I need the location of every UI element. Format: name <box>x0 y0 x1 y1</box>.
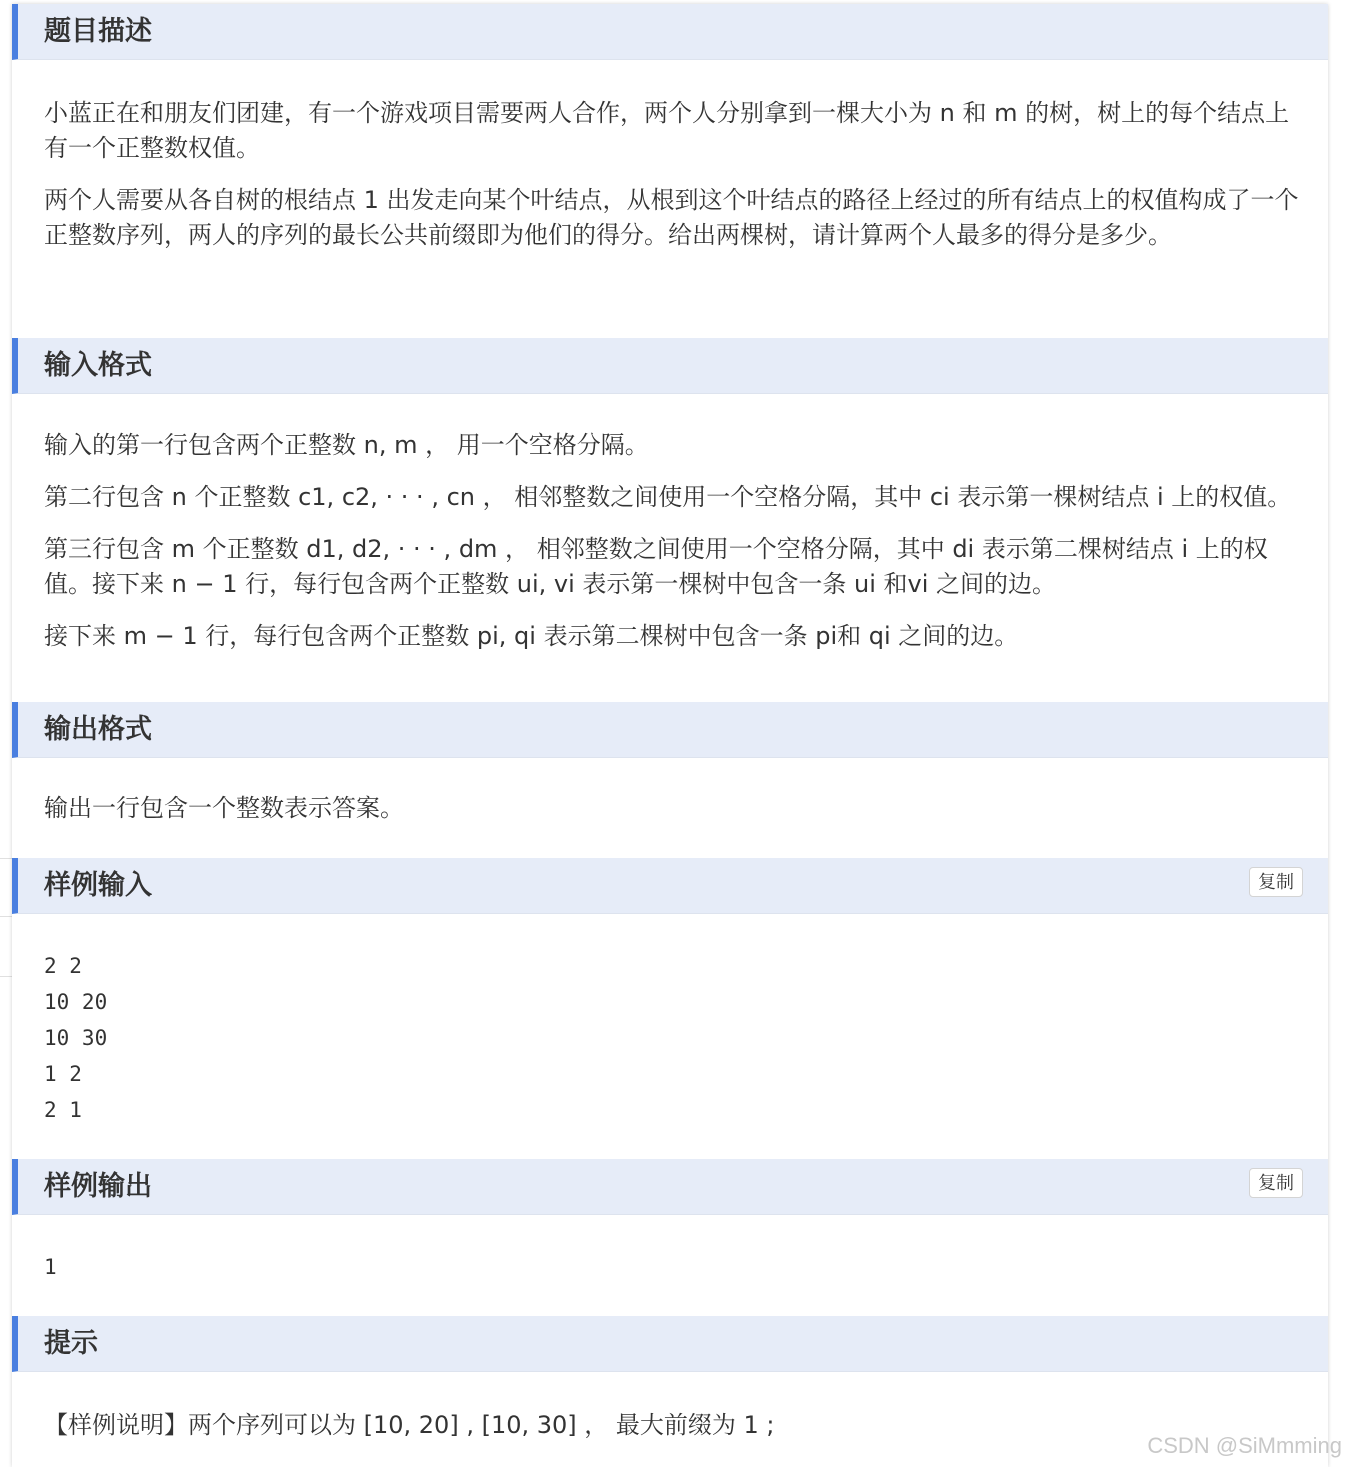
sample-input-code: 2 2 10 20 10 30 1 2 2 1 <box>44 954 108 1122</box>
section-header <box>12 1159 1328 1215</box>
description-paragraph: 小蓝正在和朋友们团建，有一个游戏项目需要两人合作，两个人分别拿到一棵大小为 n 和 m 的树，树上的每个结点上有一个正整数权值。 <box>44 99 1290 162</box>
edge-divider <box>0 976 12 977</box>
section-output-format <box>12 702 1328 858</box>
section-header <box>12 1316 1328 1372</box>
sample-output-code: 1 <box>44 1255 57 1279</box>
edge-divider <box>0 858 12 859</box>
input-format-paragraph: 接下来 m − 1 行，每行包含两个正整数 pi, qi 表示第二棵树中包含一条 pi和 qi 之间的边。 <box>44 622 1019 650</box>
section-title: 样例输入 <box>44 870 152 901</box>
output-format-paragraph: 输出一行包含一个整数表示答案。 <box>44 794 404 822</box>
input-format-paragraph: 第二行包含 n 个正整数 c1, c2, · · · , cn ， 相邻整数之间使用一个空格分隔，其中 ci 表示第一棵树结点 i 上的权值。 <box>44 483 1292 511</box>
hint-paragraph: 【样例说明】两个序列可以为 [10, 20] , [10, 30] ， 最大前缀为 1 ; <box>44 1411 775 1439</box>
section-title: 输入格式 <box>44 350 152 381</box>
section-header <box>12 338 1328 394</box>
problem-card <box>12 4 1328 1467</box>
section-header <box>12 4 1328 60</box>
section-header <box>12 702 1328 758</box>
section-hint <box>12 1316 1328 1467</box>
section-input-format <box>12 338 1328 702</box>
section-title: 输出格式 <box>44 714 152 745</box>
section-sample-input <box>12 858 1328 1159</box>
copy-sample-input-button[interactable]: 复制 <box>1249 867 1303 897</box>
section-title: 题目描述 <box>44 16 152 47</box>
description-paragraph: 两个人需要从各自树的根结点 1 出发走向某个叶结点，从根到这个叶结点的路径上经过的所有结点上的权值构成了一个正整数序列，两人的序列的最长公共前缀即为他们的得分。给出两棵树，请计算两个人最多的得分是多少。 <box>44 186 1299 249</box>
section-header <box>12 858 1328 914</box>
copy-sample-output-button[interactable]: 复制 <box>1249 1168 1303 1198</box>
input-format-paragraph: 输入的第一行包含两个正整数 n, m ， 用一个空格分隔。 <box>44 431 649 459</box>
section-sample-output <box>12 1159 1328 1316</box>
edge-divider <box>0 916 12 917</box>
section-title: 提示 <box>44 1328 98 1359</box>
section-title: 样例输出 <box>44 1171 152 1202</box>
input-format-paragraph: 第三行包含 m 个正整数 d1, d2, · · · , dm ， 相邻整数之间使用一个空格分隔，其中 di 表示第二棵树结点 i 上的权值。接下来 n − 1 行，每行包含两个正整数 ui, vi 表示第一棵树中包含一条 ui 和vi 之间的边。 <box>44 535 1268 598</box>
section-description <box>12 4 1328 338</box>
watermark: CSDN @SiMmming <box>1147 1433 1342 1458</box>
